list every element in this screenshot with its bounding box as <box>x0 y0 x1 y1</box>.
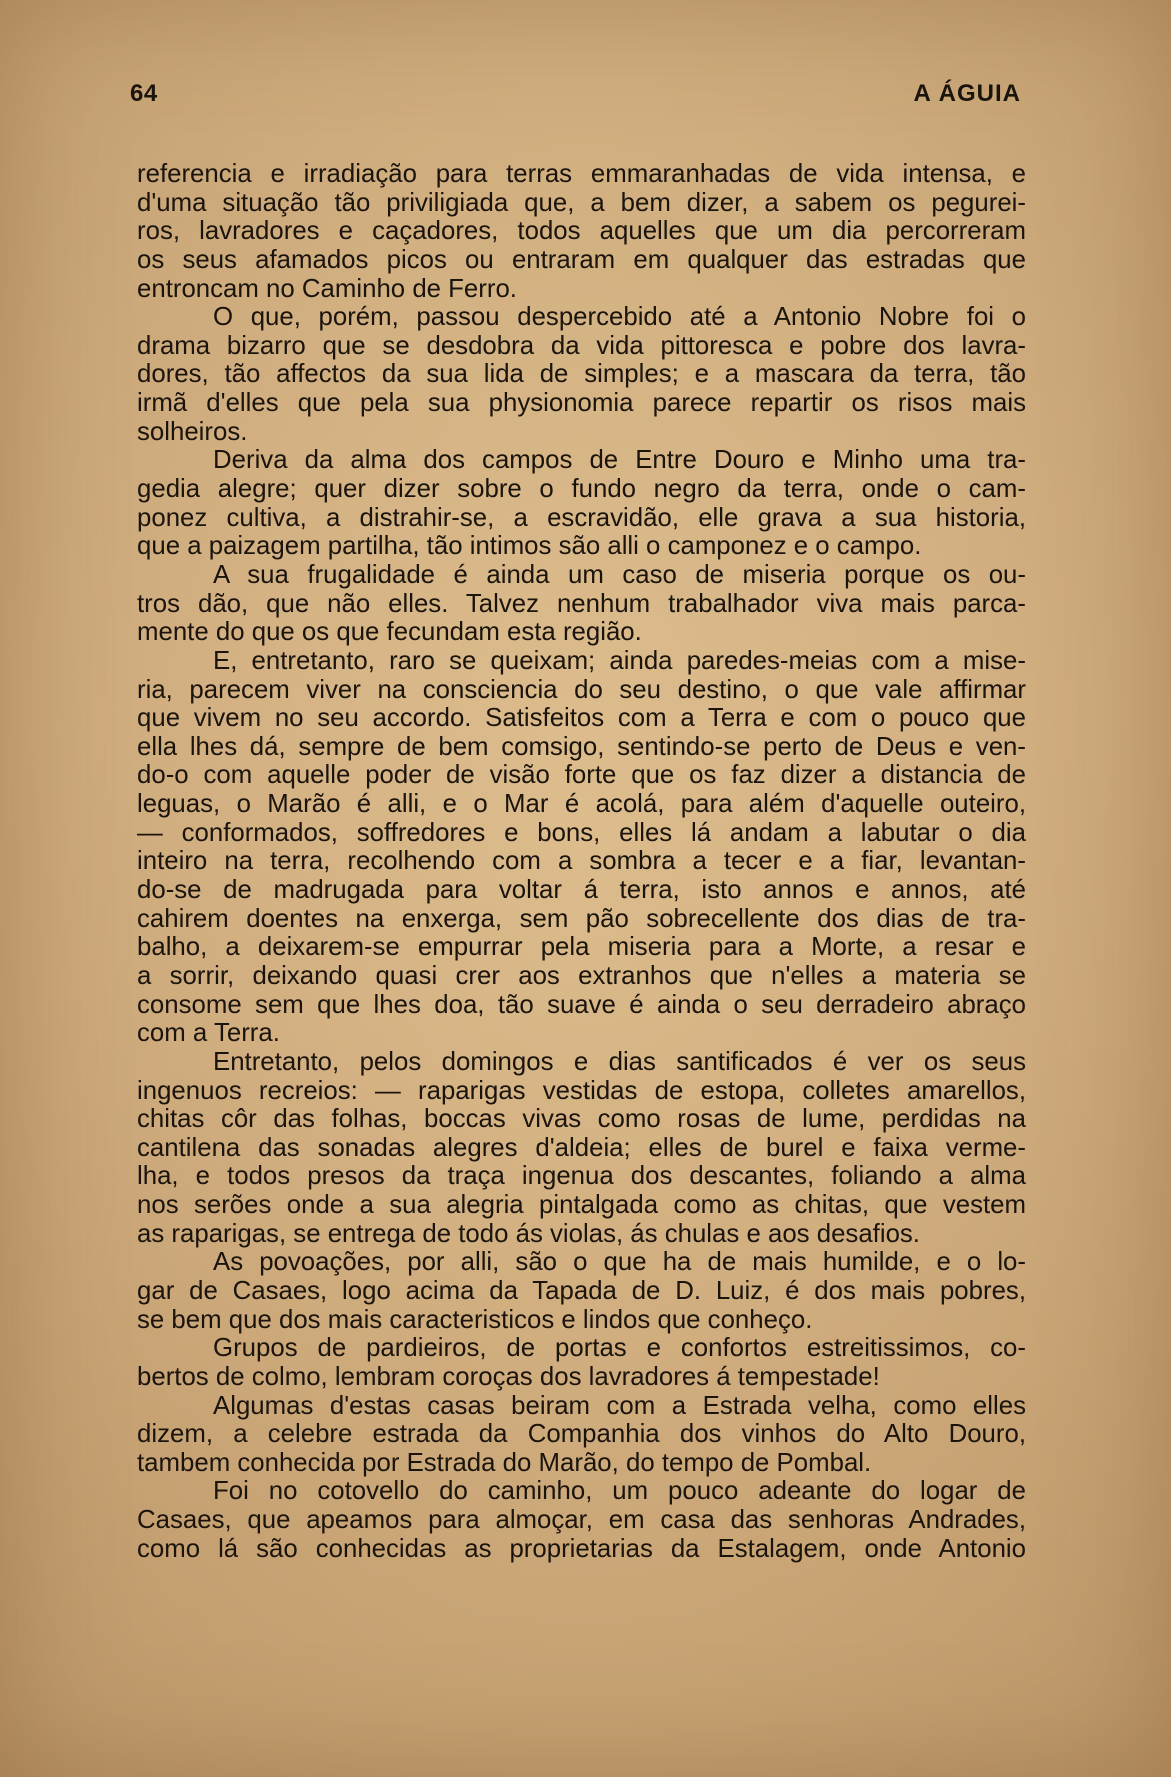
text-line: ria, parecem viver na consciencia do seu destino, o que vale affirmar <box>137 675 1026 704</box>
text-line: mente do que os que fecundam esta região. <box>137 618 642 647</box>
text-line: irmã d'elles que pela sua physionomia parece repartir os risos mais <box>137 389 1026 418</box>
text-line: E, entretanto, raro se queixam; ainda paredes-meias com a mise- <box>213 646 1026 675</box>
text-line: As povoações, por alli, são o que ha de mais humilde, e o lo- <box>213 1248 1026 1277</box>
text-line: dores, tão affectos da sua lida de simples; e a mascara da terra, tão <box>137 360 1026 389</box>
text-line: tambem conhecida por Estrada do Marão, do tempo de Pombal. <box>137 1448 872 1477</box>
text-line: chitas côr das folhas, boccas vivas como rosas de lume, perdidas na <box>137 1105 1026 1134</box>
text-line: cantilena das sonadas alegres d'aldeia; elles de burel e faixa verme- <box>137 1133 1026 1162</box>
text-line: tros dão, que não elles. Talvez nenhum trabalhador viva mais parca- <box>137 589 1026 618</box>
paragraph <box>137 561 1026 647</box>
text-line: cahirem doentes na enxerga, sem pão sobrecellente dos dias de tra- <box>137 904 1026 933</box>
body-text <box>137 160 1026 1563</box>
text-line: d'uma situação tão priviligiada que, a bem dizer, a sabem os pegurei- <box>137 188 1026 217</box>
paragraph <box>137 160 1026 303</box>
paragraph <box>137 303 1026 446</box>
text-line: ros, lavradores e caçadores, todos aquelles que um dia percorreram <box>137 217 1026 246</box>
text-line: A sua frugalidade é ainda um caso de miseria porque os ou- <box>213 560 1026 589</box>
text-line: inteiro na terra, recolhendo com a sombra a tecer e a fiar, levantan- <box>137 847 1026 876</box>
paragraph <box>137 1334 1026 1391</box>
text-line: bertos de colmo, lembram coroças dos lavradores á tempestade! <box>137 1362 880 1391</box>
text-line: leguas, o Marão é alli, e o Mar é acolá, para além d'aquelle outeiro, <box>137 790 1026 819</box>
text-line: Foi no cotovello do caminho, um pouco adeante do logar de <box>213 1477 1026 1506</box>
text-line: a sorrir, deixando quasi crer aos extranhos que n'elles a materia se <box>137 961 1026 990</box>
paragraph <box>137 1392 1026 1478</box>
text-line: dizem, a celebre estrada da Companhia dos vinhos do Alto Douro, <box>137 1420 1026 1449</box>
text-line: se bem que dos mais caracteristicos e lindos que conheço. <box>137 1305 813 1334</box>
text-line: drama bizarro que se desdobra da vida pittoresca e pobre dos lavra- <box>137 331 1026 360</box>
text-line: — conformados, soffredores e bons, elles lá andam a labutar o dia <box>137 818 1026 847</box>
text-line: lha, e todos presos da traça ingenua dos descantes, foliando a alma <box>137 1162 1026 1191</box>
text-line: gar de Casaes, logo acima da Tapada de D. Luiz, é dos mais pobres, <box>137 1276 1026 1305</box>
text-line: entroncam no Caminho de Ferro. <box>137 274 517 303</box>
paragraph <box>137 1248 1026 1334</box>
text-line: como lá são conhecidas as proprietarias da Estalagem, onde Antonio <box>137 1534 1026 1563</box>
text-line: O que, porém, passou despercebido até a Antonio Nobre foi o <box>213 303 1026 332</box>
text-line: Casaes, que apeamos para almoçar, em casa das senhoras Andrades, <box>137 1506 1026 1535</box>
page-number: 64 <box>130 80 158 107</box>
text-line: Deriva da alma dos campos de Entre Douro e Minho uma tra- <box>213 446 1026 475</box>
text-line: que a paizagem partilha, tão intimos são alli o camponez e o campo. <box>137 532 922 561</box>
text-line: Entretanto, pelos domingos e dias santificados é ver os seus <box>213 1047 1026 1076</box>
text-line: as raparigas, se entrega de todo ás violas, ás chulas e aos desafios. <box>137 1219 920 1248</box>
text-line: ponez cultiva, a distrahir-se, a escravidão, elle grava a sua historia, <box>137 503 1026 532</box>
paragraph <box>137 647 1026 1048</box>
journal-title: A ÁGUIA <box>913 80 1021 107</box>
text-line: balho, a deixarem-se empurrar pela miseria para a Morte, a resar e <box>137 933 1026 962</box>
text-line: com a Terra. <box>137 1019 280 1048</box>
text-line: do-se de madrugada para voltar á terra, isto annos e annos, até <box>137 876 1026 905</box>
paragraph <box>137 1048 1026 1248</box>
paragraph <box>137 1477 1026 1563</box>
text-line: gedia alegre; quer dizer sobre o fundo negro da terra, onde o cam- <box>137 475 1026 504</box>
text-line: Grupos de pardieiros, de portas e confortos estreitissimos, co- <box>213 1334 1026 1363</box>
text-line: nos serões onde a sua alegria pintalgada como as chitas, que vestem <box>137 1191 1026 1220</box>
text-line: consome sem que lhes doa, tão suave é ainda o seu derradeiro abraço <box>137 990 1026 1019</box>
text-line: que vivem no seu accordo. Satisfeitos com a Terra e com o pouco que <box>137 704 1026 733</box>
text-line: ella lhes dá, sempre de bem comsigo, sentindo-se perto de Deus e ven- <box>137 732 1026 761</box>
text-line: referencia e irradiação para terras emmaranhadas de vida intensa, e <box>137 160 1026 188</box>
running-head <box>130 80 1021 114</box>
text-line: do-o com aquelle poder de visão forte que os faz dizer a distancia de <box>137 761 1026 790</box>
text-line: ingenuos recreios: — raparigas vestidas de estopa, colletes amarellos, <box>137 1076 1026 1105</box>
paragraph <box>137 446 1026 561</box>
text-line: solheiros. <box>137 417 248 446</box>
text-line: Algumas d'estas casas beiram com a Estrada velha, como elles <box>213 1391 1026 1420</box>
text-line: os seus afamados picos ou entraram em qualquer das estradas que <box>137 245 1026 274</box>
